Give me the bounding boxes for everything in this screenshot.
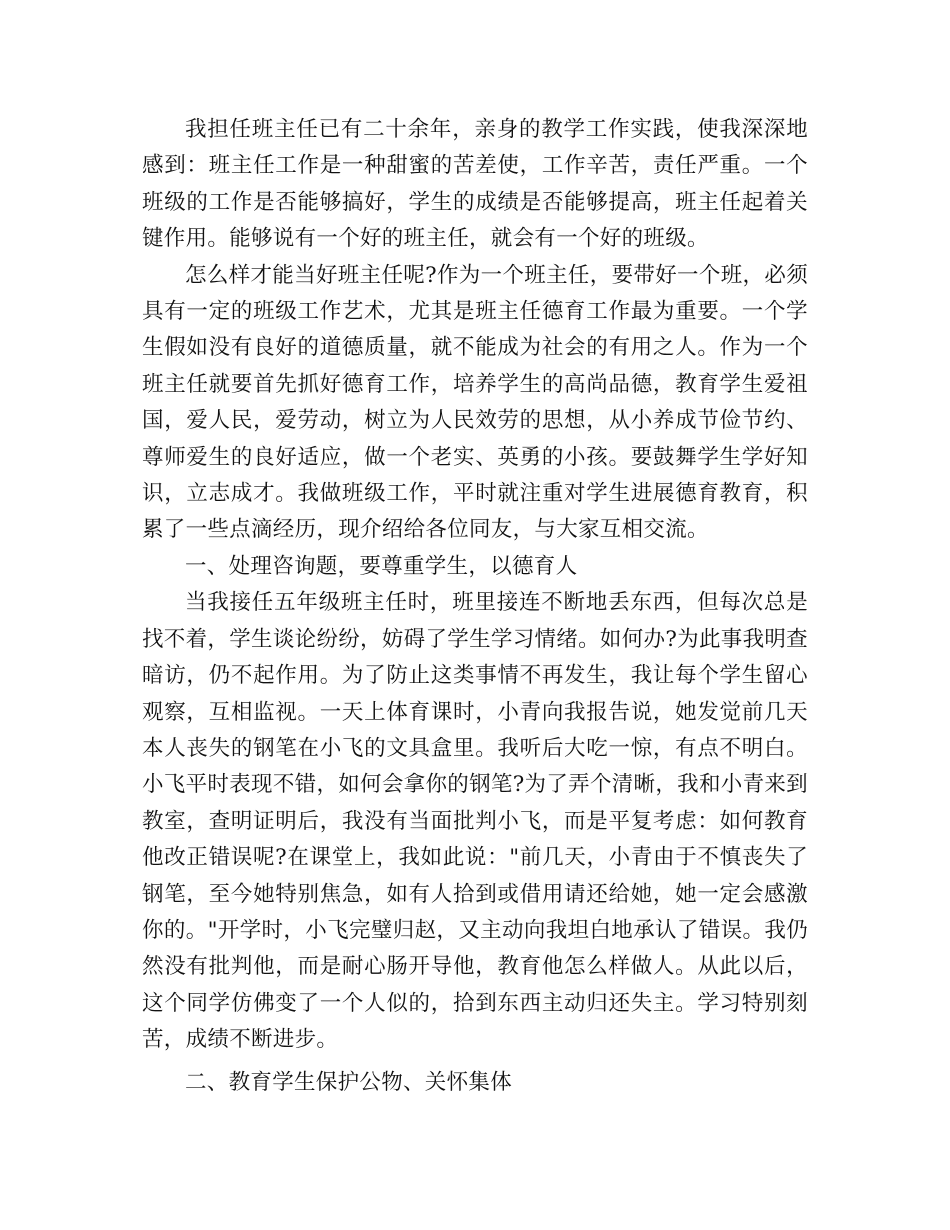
document-body (142, 112, 808, 1101)
section-heading-1: 一、处理咨询题，要尊重学生，以德育人 (185, 553, 578, 579)
paragraph-how-to-be-head-teacher: 怎么样才能当好班主任呢?作为一个班主任，要带好一个班，必须具有一定的班级工作艺术，尤其是班主任德育工作最为重要。一个学生假如没有良好的道德质量，就不能成为社会的有用之人。作为一个班主任就要首先抓好德育工作，培养学生的高尚品德，教育学生爱祖国，爱人民，爱劳动，树立为人民效劳的思想，从小养成节俭节约、尊师爱生的良好适应，做一个老实、英勇的小孩。要鼓舞学生学好知识，立志成才。我做班级工作，平时就注重对学生进展德育教育，积累了一些点滴经历，现介绍给各位同友，与大家互相交流。 (142, 262, 808, 543)
section-heading-2: 二、教育学生保护公物、关怀集体 (185, 1069, 513, 1095)
paragraph-story-xiaofei: 当我接任五年级班主任时，班里接连不断地丢东西，但每次总是找不着，学生谈论纷纷，妨碍了学生学习情绪。如何办?为此事我明查暗访，仍不起作用。为了防止这类事情不再发生，我让每个学生留心观察，互相监视。一天上体育课时，小青向我报告说，她发觉前几天本人丧失的钢笔在小飞的文具盒里。我听后大吃一惊，有点不明白。小飞平时表现不错，如何会拿你的钢笔?为了弄个清晰，我和小青来到教室，查明证明后，我没有当面批判小飞，而是平复考虑：如何教育他改正错误呢?在课堂上，我如此说："前几天，小青由于不慎丧失了钢笔，至今她特别焦急，如有人拾到或借用请还给她，她一定会感激你的。"开学时，小飞完璧归赵，又主动向我坦白地承认了错误。我仍然没有批判他，而是耐心肠开导他，教育他怎么样做人。从此以后，这个同学仿佛变了一个人似的，拾到东西主动归还失主。学习特别刻苦，成绩不断进步。 (142, 590, 808, 1053)
paragraph-intro: 我担任班主任已有二十余年，亲身的教学工作实践，使我深深地感到：班主任工作是一种甜蜜的苦差使，工作辛苦，责任严重。一个班级的工作是否能够搞好，学生的成绩是否能够提高，班主任起着关键作用。能够说有一个好的班主任，就会有一个好的班级。 (142, 117, 808, 252)
